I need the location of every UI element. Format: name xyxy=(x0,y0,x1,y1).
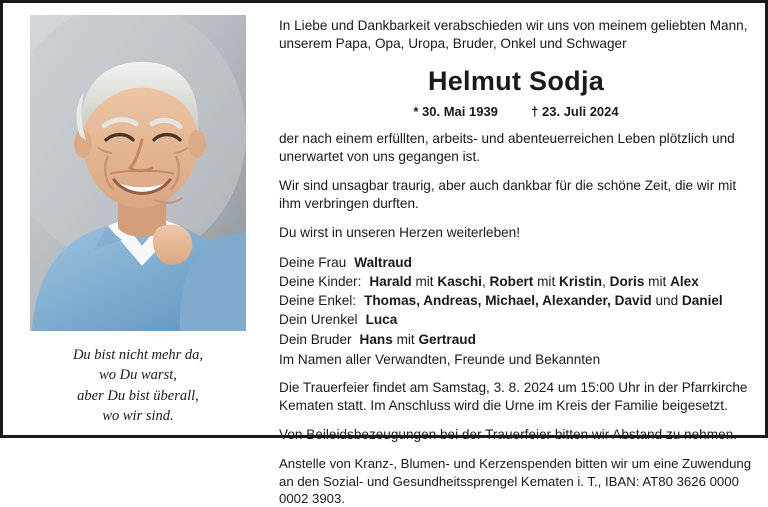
family-row xyxy=(279,291,753,310)
portrait-column xyxy=(13,11,263,427)
family-list xyxy=(279,253,753,349)
family-row-connector: mit xyxy=(392,331,419,347)
condolences-note: Von Beileidsbezeugungen bei der Trauerfeier bitten wir Abstand zu nehmen. xyxy=(279,427,737,443)
family-row xyxy=(279,272,753,291)
verse-line-4: wo wir sind. xyxy=(102,408,174,425)
family-row-label: Deine Kinder: xyxy=(279,273,362,289)
family-row-label: Dein Urenkel xyxy=(279,312,358,328)
memorial-verse xyxy=(73,345,203,427)
family-row-connector: mit xyxy=(644,273,671,289)
verse-line-1: Du bist nicht mehr da, xyxy=(72,346,204,363)
family-member-name: Daniel xyxy=(681,293,723,309)
family-member-name: Waltraud xyxy=(354,254,412,270)
family-row-label: Dein Bruder xyxy=(279,331,352,347)
family-member-name: Robert xyxy=(489,273,534,289)
relatives-line: Im Namen aller Verwandten, Freunde und Bekannten xyxy=(279,352,601,368)
family-row-connector: mit xyxy=(411,273,438,289)
family-member-name: Luca xyxy=(365,312,398,328)
family-member-name: Kaschi xyxy=(437,273,482,289)
family-row xyxy=(279,253,753,272)
portrait-photo xyxy=(30,15,246,331)
family-row-label: Deine Frau xyxy=(279,254,347,270)
verse-line-2: wo Du warst, xyxy=(99,367,177,384)
family-row-label: Deine Enkel: xyxy=(279,293,357,309)
family-row-connector: , xyxy=(481,273,490,289)
family-member-name: Kristin xyxy=(559,273,603,289)
ceremony-info: Die Trauerfeier findet am Samstag, 3. 8. 2024 um 15:00 Uhr in der Pfarrkirche Kematen statt. Im Anschluss wird die Urne im Kreis der Familie beigesetzt. xyxy=(279,380,748,414)
family-row-connector: , xyxy=(602,273,610,289)
family-member-name: Harald xyxy=(369,273,412,289)
birth-date: * 30. Mai 1939 xyxy=(413,104,498,120)
intro-text: In Liebe und Dankbarkeit verabschieden wir uns von meinem geliebten Mann, unserem Papa, Opa, Uropa, Bruder, Onkel und Schwager xyxy=(279,18,748,52)
death-date: † 23. Juli 2024 xyxy=(531,104,619,120)
life-dates xyxy=(279,104,753,119)
paragraph-3: Du wirst in unseren Herzen weiterleben! xyxy=(279,225,521,241)
portrait-illustration xyxy=(30,15,246,331)
family-member-name: Thomas, Andreas, Michael, Alexander, David xyxy=(364,293,652,309)
family-row-connector: mit xyxy=(533,273,560,289)
deceased-name: Helmut Sodja xyxy=(427,66,605,97)
family-member-name: Doris xyxy=(609,273,645,289)
family-row xyxy=(279,330,753,349)
text-column xyxy=(263,11,755,506)
paragraph-2: Wir sind unsagbar traurig, aber auch dankbar für die schöne Zeit, die wir mit ihm verbringen durften. xyxy=(279,178,737,212)
family-row-connector: und xyxy=(651,293,682,309)
family-row xyxy=(279,310,753,329)
family-member-name: Hans xyxy=(359,331,393,347)
paragraph-1: der nach einem erfüllten, arbeits- und abenteuerreichen Leben plötzlich und unerwartet von uns gegangen ist. xyxy=(279,131,735,165)
donations-note: Anstelle von Kranz-, Blumen- und Kerzenspenden bitten wir um eine Zuwendung an den Sozial- und Gesundheitssprengel Kematen i. T., IBAN: AT80 3626 0000 0002 3903. xyxy=(279,456,752,506)
family-member-name: Alex xyxy=(670,273,699,289)
verse-line-3: aber Du bist überall, xyxy=(77,387,199,404)
family-member-name: Gertraud xyxy=(418,331,476,347)
